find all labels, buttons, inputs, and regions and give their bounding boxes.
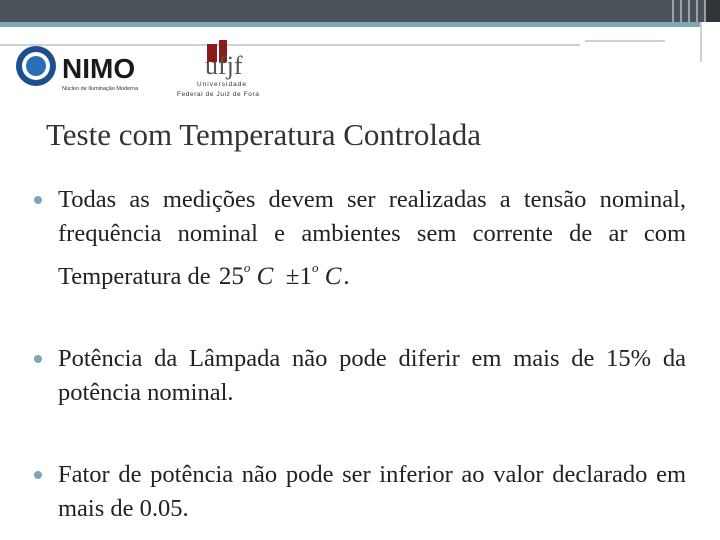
nimo-logo-text: NIMO: [62, 53, 136, 84]
right-strip: [700, 22, 720, 62]
bullet-dot: [34, 355, 42, 363]
top-band: [0, 0, 705, 22]
bullet-text: Todas as medições devem ser realizadas a tensão nominal, frequência nominal e ambientes sem corrente de ar com Temperatura de: [58, 186, 686, 290]
accent-line: [0, 22, 705, 27]
ufjf-line2: Federal de Juiz de Fora: [177, 91, 260, 98]
slide-title: Teste com Temperatura Controlada: [46, 117, 481, 152]
ufjf-mark: ufjf: [205, 51, 243, 80]
bullet-text: Potência da Lâmpada não pode diferir em mais de 15% da potência nominal.: [58, 345, 686, 406]
divider-line-short: [585, 40, 665, 42]
bullet-item: [34, 458, 686, 526]
bullet-text: Fator de potência não pode ser inferior ao valor declarado em mais de 0.05.: [58, 461, 686, 522]
ufjf-line1: Universidade: [197, 81, 247, 88]
temperature-formula: 25$^o$ $C \pm 1^o$ C: [218, 260, 342, 290]
bullet-item: [34, 183, 686, 294]
bullet-text-end: .: [343, 263, 350, 290]
ufjf-logo: [175, 38, 285, 100]
bullet-item: [34, 342, 686, 410]
nimo-logo: [14, 44, 154, 96]
top-stripes: [670, 0, 710, 22]
bullet-dot: [34, 471, 42, 479]
nimo-logo-subtitle: Núcleo de Iluminação Moderna: [62, 86, 139, 92]
bullet-list: [34, 183, 686, 526]
top-bar: [0, 0, 720, 22]
bullet-dot: [34, 196, 42, 204]
